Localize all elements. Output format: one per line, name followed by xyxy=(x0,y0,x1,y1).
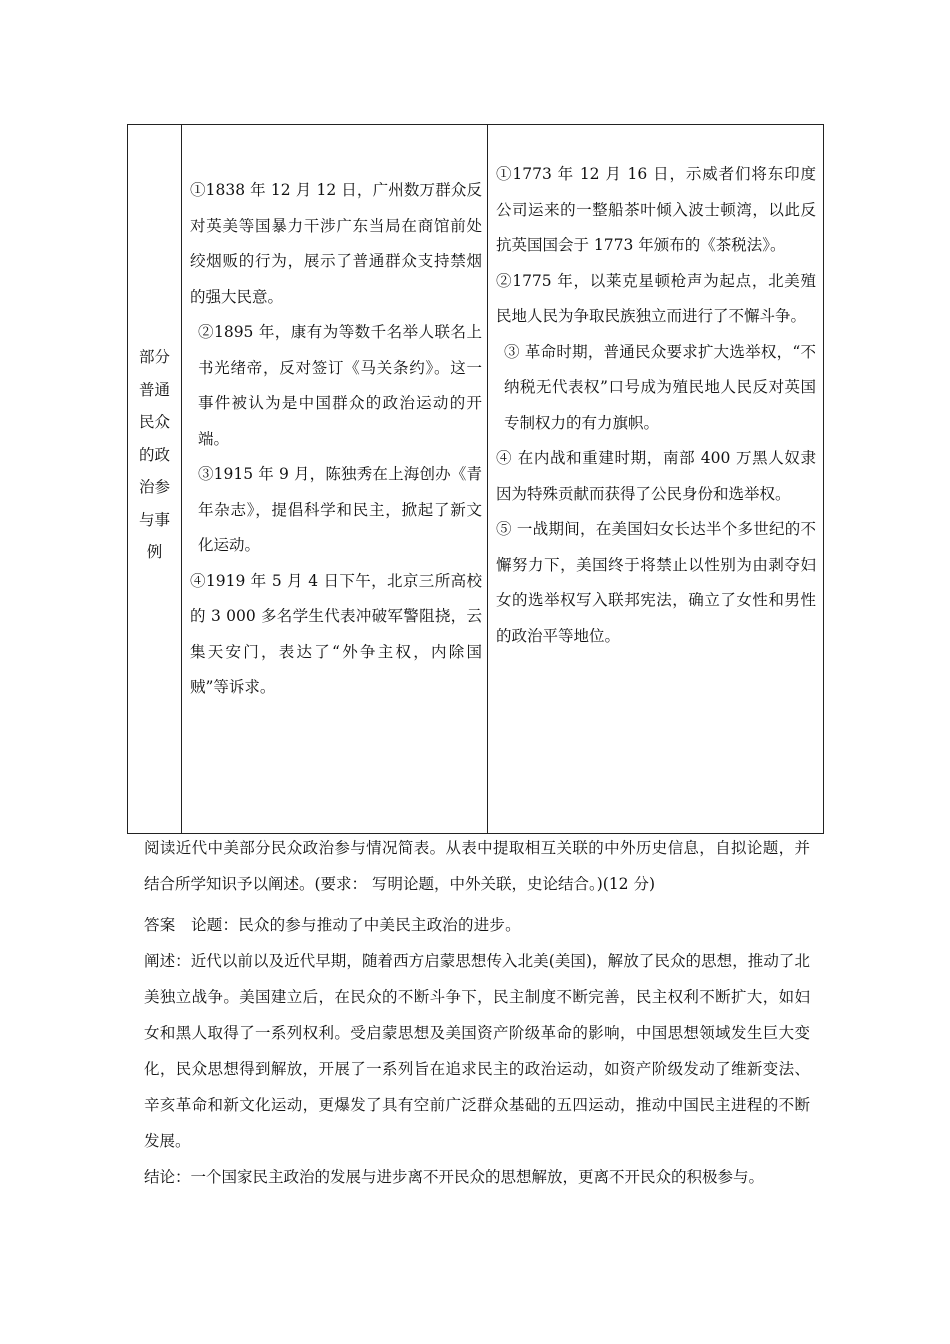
china-examples-cell xyxy=(190,173,482,706)
china-item: ③1915 年 9 月，陈独秀在上海创办《青年杂志》，提倡科学和民主，掀起了新文化运动。 xyxy=(198,465,482,554)
row-header-line: 普通 xyxy=(138,380,170,399)
question-text: 阅读近代中美部分民众政治参与情况简表。从表中提取相互关联的中外历史信息，自拟论题，并结合所学知识予以阐述。(要求： 写明论题，中外关联，史论结合。)(12 分) xyxy=(144,839,810,893)
column-divider xyxy=(181,125,182,833)
question-section xyxy=(144,830,810,902)
usa-examples-cell xyxy=(496,157,816,654)
column-divider xyxy=(487,125,488,833)
row-header-line: 民众 xyxy=(138,413,170,431)
answer-section xyxy=(144,907,810,1195)
answer-thesis: 答案 论题：民众的参与推动了中美民主政治的进步。 xyxy=(144,916,521,934)
row-header xyxy=(128,341,181,569)
answer-conclusion: 结论：一个国家民主政治的发展与进步离不开民众的思想解放，更离不开民众的积极参与。 xyxy=(144,1168,765,1186)
usa-item: ③ 革命时期，普通民众要求扩大选举权，“不纳税无代表权”口号成为殖民地人民反对英国专制权力的有力旗帜。 xyxy=(504,342,816,432)
row-header-line: 部分 xyxy=(138,348,170,366)
row-header-line: 与事 xyxy=(138,510,170,529)
usa-item: ⑤ 一战期间，在美国妇女长达半个多世纪的不懈努力下，美国终于将禁止以性别为由剥夺妇女的选举权写入联邦宪法，确立了女性和男性的政治平等地位。 xyxy=(496,520,816,645)
usa-item: ④ 在内战和重建时期，南部 400 万黑人奴隶因为特殊贡献而获得了公民身份和选举权。 xyxy=(496,449,816,503)
comparison-table xyxy=(127,124,824,834)
usa-item: ②1775 年，以莱克星顿枪声为起点，北美殖民地人民为争取民族独立而进行了不懈斗争。 xyxy=(496,271,816,325)
answer-elaboration: 阐述：近代以前以及近代早期，随着西方启蒙思想传入北美(美国)，解放了民众的思想，推动了北美独立战争。美国建立后，在民众的不断斗争下，民主制度不断完善，民主权利不断扩大，如妇女和黑人取得了一系列权利。受启蒙思想及美国资产阶级革命的影响，中国思想领域发生巨大变化，民众思想得到解放，开展了一系列旨在追求民主的政治运动，如资产阶级发动了维新变法、辛亥革命和新文化运动，更爆发了具有空前广泛群众基础的五四运动，推动中国民主进程的不断发展。 xyxy=(144,952,810,1150)
china-item: ②1895 年，康有为等数千名举人联名上书光绪帝，反对签订《马关条约》。这一事件被认为是中国群众的政治运动的开端。 xyxy=(198,323,482,448)
row-header-line: 例 xyxy=(146,543,163,561)
row-header-line: 治参 xyxy=(138,478,170,496)
row-header-line: 的政 xyxy=(138,445,170,464)
usa-item: ①1773 年 12 月 16 日，示威者们将东印度公司运来的一整船茶叶倾入波士顿湾，以此反抗英国国会于 1773 年颁布的《茶税法》。 xyxy=(496,165,816,254)
china-item: ①1838 年 12 月 12 日，广州数万群众反对英美等国暴力干涉广东当局在商馆前处绞烟贩的行为，展示了普通群众支持禁烟的强大民意。 xyxy=(190,181,482,306)
china-item: ④1919 年 5 月 4 日下午，北京三所高校的 3 000 多名学生代表冲破军警阻挠，云集天安门，表达了“外争主权，内除国贼”等诉求。 xyxy=(190,571,482,696)
